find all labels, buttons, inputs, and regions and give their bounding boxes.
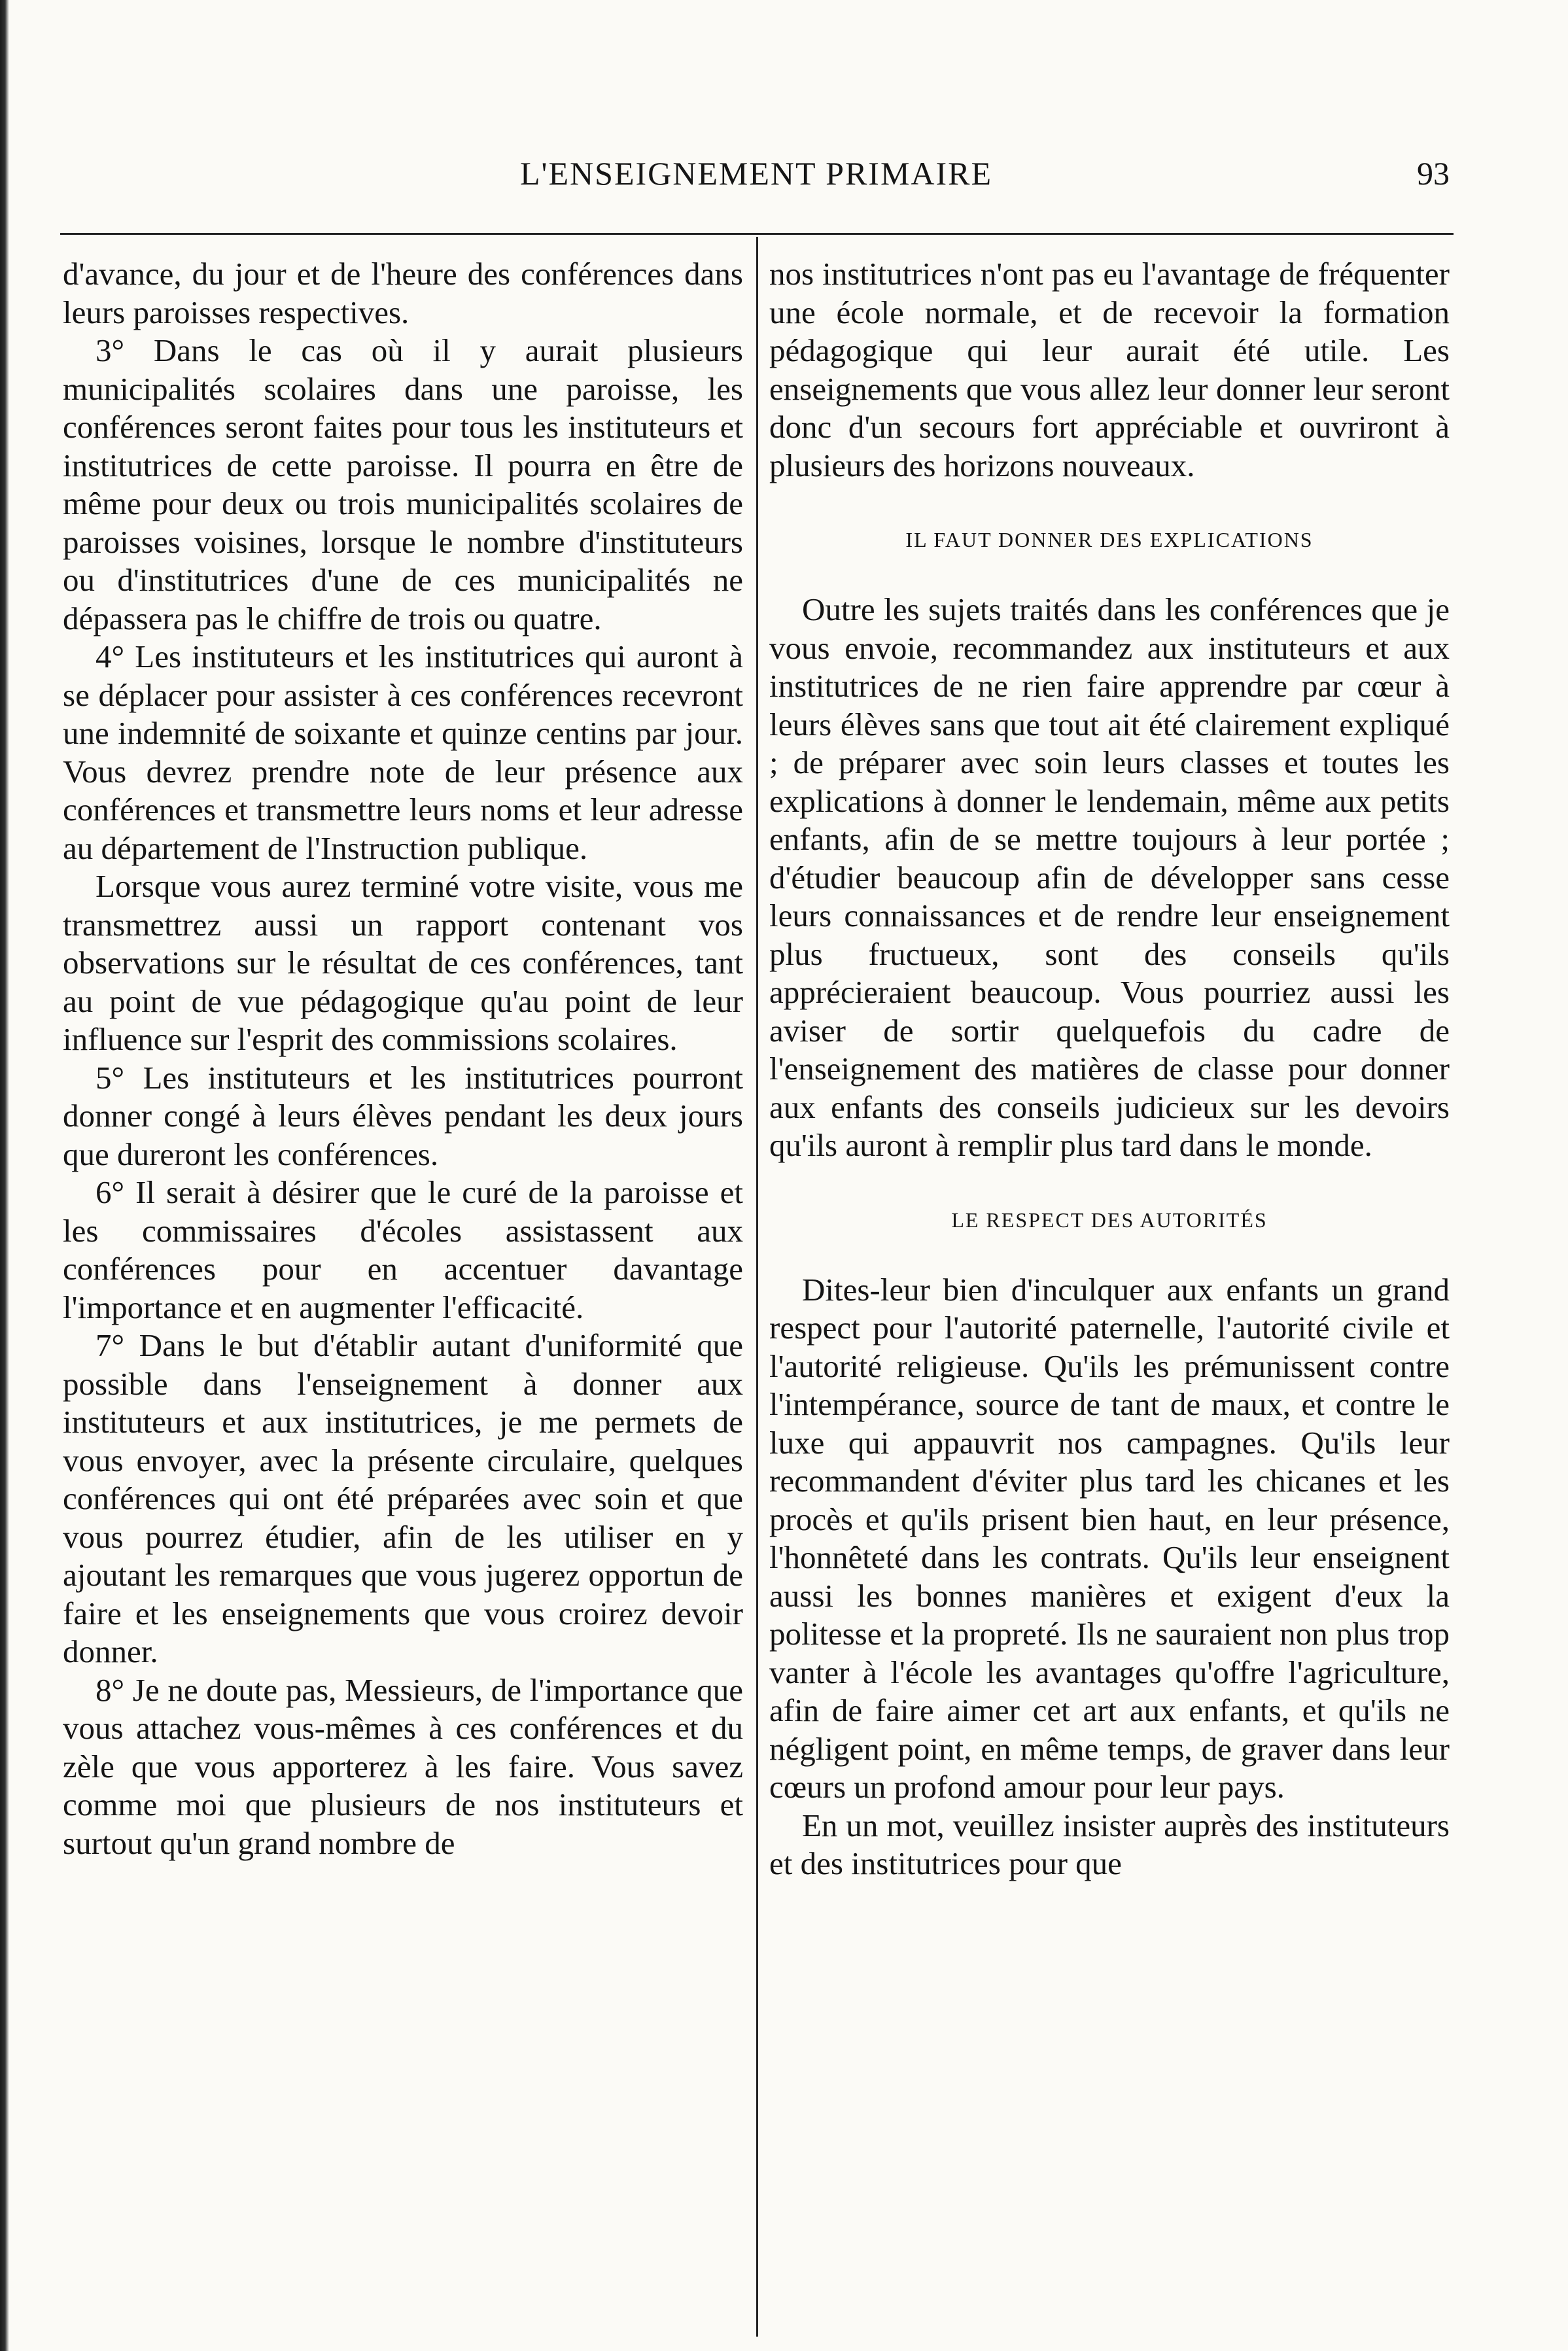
right-column <box>769 255 1450 1883</box>
paragraph-continuation: nos institutrices n'ont pas eu l'avantage de fréquenter une école normale, et de recevoir la formation pédagogique qui leur aurait été utile. Les enseignements que vous allez leur donner leur seront donc d'un secours fort appréciable et ouvriront à plusieurs des horizons nouveaux. <box>769 256 1450 483</box>
paragraph-item-3: 3° Dans le cas où il y aurait plusieurs municipalités scolaires dans une paroisse, les conférences seront faites pour tous les instituteurs et institutrices de cette paroisse. Il pourra en être de même pour deux ou trois municipalités scolaires de paroisses voisines, lorsque le nombre d'instituteurs ou d'institutrices d'une de ces municipalités ne dépassera pas le chiffre de trois ou quatre. <box>63 332 743 636</box>
paragraph-report: Lorsque vous aurez terminé votre visite, vous me transmettrez aussi un rapport contenant vos observations sur le résultat de ces conférences, tant au point de vue pédagogique qu'au point de leur influence sur l'esprit des commissions scolaires. <box>63 868 743 1057</box>
header-rule <box>60 233 1454 235</box>
paragraph-item-6: 6° Il serait à désirer que le curé de la paroisse et les commissaires d'écoles assistassent aux conférences pour en accentuer davantage l'importance et en augmenter l'efficacité. <box>63 1174 743 1325</box>
paragraph-closing: En un mot, veuillez insister auprès des instituteurs et des institutrices pour que <box>769 1807 1450 1881</box>
column-divider <box>756 237 758 2337</box>
paragraph-item-7: 7° Dans le but d'établir autant d'uniformité que possible dans l'enseignement à donner aux instituteurs et aux institutrices, je me permets de vous envoyer, avec la présente circulaire, quelques conférences qui ont été préparées avec soin et que vous pourrez étudier, afin de les utiliser en y ajoutant les remarques que vous jugerez opportun de faire et les enseignements que vous croirez devoir donner. <box>63 1327 743 1669</box>
paragraph-item-5: 5° Les instituteurs et les institutrices pourront donner congé à leurs élèves pendant les deux jours que dureront les conférences. <box>63 1059 743 1172</box>
running-title: L'ENSEIGNEMENT PRIMAIRE <box>519 155 993 192</box>
paragraph-continuation: d'avance, du jour et de l'heure des conférences dans leurs paroisses respectives. <box>63 256 743 330</box>
page-number: 93 <box>1417 155 1450 192</box>
page-binding-edge <box>0 0 9 2351</box>
section-heading-respect: LE RESPECT DES AUTORITÉS <box>951 1208 1268 1232</box>
page-header <box>63 154 1450 200</box>
paragraph-item-4: 4° Les instituteurs et les institutrices qui auront à se déplacer pour assister à ces conférences recevront une indemnité de soixante et quinze centins par jour. Vous devrez prendre note de leur présence aux conférences et transmettre leurs noms et leur adresse au département de l'Instruction publique. <box>63 638 743 866</box>
section-heading-explications: IL FAUT DONNER DES EXPLICATIONS <box>905 528 1314 551</box>
paragraph-explications: Outre les sujets traités dans les conférences que je vous envoie, recommandez aux instituteurs et aux institutrices de ne rien faire apprendre par cœur à leurs élèves sans que tout ait été clairement expliqué ; de préparer avec soin leurs classes et toutes les explications à donner le lendemain, même aux petits enfants, afin de se mettre toujours à leur portée ; d'étudier beaucoup afin de développer sans cesse leurs connaissances et de rendre leur enseignement plus fructueux, sont des conseils qu'ils apprécieraient beaucoup. Vous pourriez aussi les aviser de sortir quelquefois du cadre de l'enseignement des matières de classe pour donner aux enfants des conseils judicieux sur les devoirs qu'ils auront à remplir plus tard dans le monde. <box>769 591 1450 1163</box>
paragraph-item-8: 8° Je ne doute pas, Messieurs, de l'importance que vous attachez vous-mêmes à ces conférences et du zèle que vous apporterez à les faire. Vous savez comme moi que plusieurs de nos instituteurs et surtout qu'un grand nombre de <box>63 1671 743 1861</box>
paragraph-respect: Dites-leur bien d'inculquer aux enfants un grand respect pour l'autorité paternelle, l'autorité civile et l'autorité religieuse. Qu'ils les prémunissent contre l'intempérance, source de tant de maux, et contre le luxe qui appauvrit nos campagnes. Qu'ils leur recommandent d'éviter plus tard les chicanes et les procès et qu'ils prisent bien haut, en leur présence, l'honnêteté dans les contrats. Qu'ils leur enseignent aussi les bonnes manières et exigent d'eux la politesse et la propreté. Ils ne sauraient non plus trop vanter à l'école les avantages qu'offre l'agriculture, afin de faire aimer cet art aux enfants, et qu'ils ne négligent point, en même temps, de graver dans leur cœurs un profond amour pour leur pays. <box>769 1271 1450 1805</box>
left-column <box>63 255 743 1862</box>
